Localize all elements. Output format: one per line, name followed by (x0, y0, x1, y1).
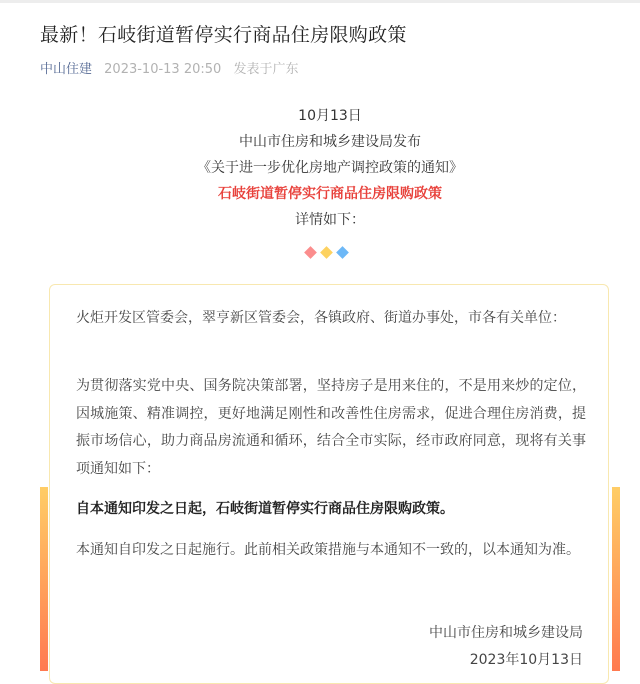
intro-details: 详情如下： (295, 212, 365, 228)
notice-recipients: 火炬开发区管委会，翠亨新区管委会，各镇政府、街道办事处，市各有关单位： (76, 310, 566, 326)
notice-paragraph (76, 496, 586, 524)
signature-date: 2023年10月13日 (469, 652, 583, 668)
signature-org: 中山市住房和城乡建设局 (429, 625, 583, 641)
diamond-icon (304, 246, 317, 259)
article-meta (40, 58, 298, 77)
intro-block (0, 103, 640, 233)
notice-preamble: 为贯彻落实党中央、国务院决策部署，坚持房子是用来住的，不是用来炒的定位，因城施策、精准调控，更好地满足刚性和改善性住房需求，促进合理住房消费，提振市场信心，助力商品房流通和循环，结合全市实际，经市政府同意，现将有关事项通知如下： (76, 378, 586, 477)
author-link[interactable]: 中山住建 (40, 62, 93, 77)
notice-effective: 本通知自印发之日起施行。此前相关政策措施与本通知不一致的，以本通知为准。 (76, 542, 580, 558)
notice-paragraph (76, 305, 586, 333)
diamond-divider (306, 248, 347, 257)
signature (429, 620, 583, 674)
article-title: 最新！石岐街道暂停实行商品住房限购政策 (40, 24, 407, 46)
intro-publisher: 中山市住房和城乡建设局发布 (239, 134, 421, 150)
publish-location: 发表于广东 (233, 62, 299, 77)
right-gradient-bar (612, 487, 620, 671)
top-divider (0, 0, 640, 3)
notice-paragraph (76, 537, 586, 565)
diamond-icon (336, 246, 349, 259)
diamond-icon (320, 246, 333, 259)
notice-key-policy: 自本通知印发之日起，石岐街道暂停实行商品住房限购政策。 (76, 501, 454, 517)
intro-notice-title: 《关于进一步优化房地产调控政策的通知》 (197, 160, 463, 176)
intro-headline: 石岐街道暂停实行商品住房限购政策 (218, 186, 442, 202)
publish-time: 2023-10-13 20:50 (104, 62, 222, 77)
notice-paragraph (76, 373, 586, 483)
intro-date: 10月13日 (298, 108, 362, 124)
left-gradient-bar (40, 487, 48, 671)
